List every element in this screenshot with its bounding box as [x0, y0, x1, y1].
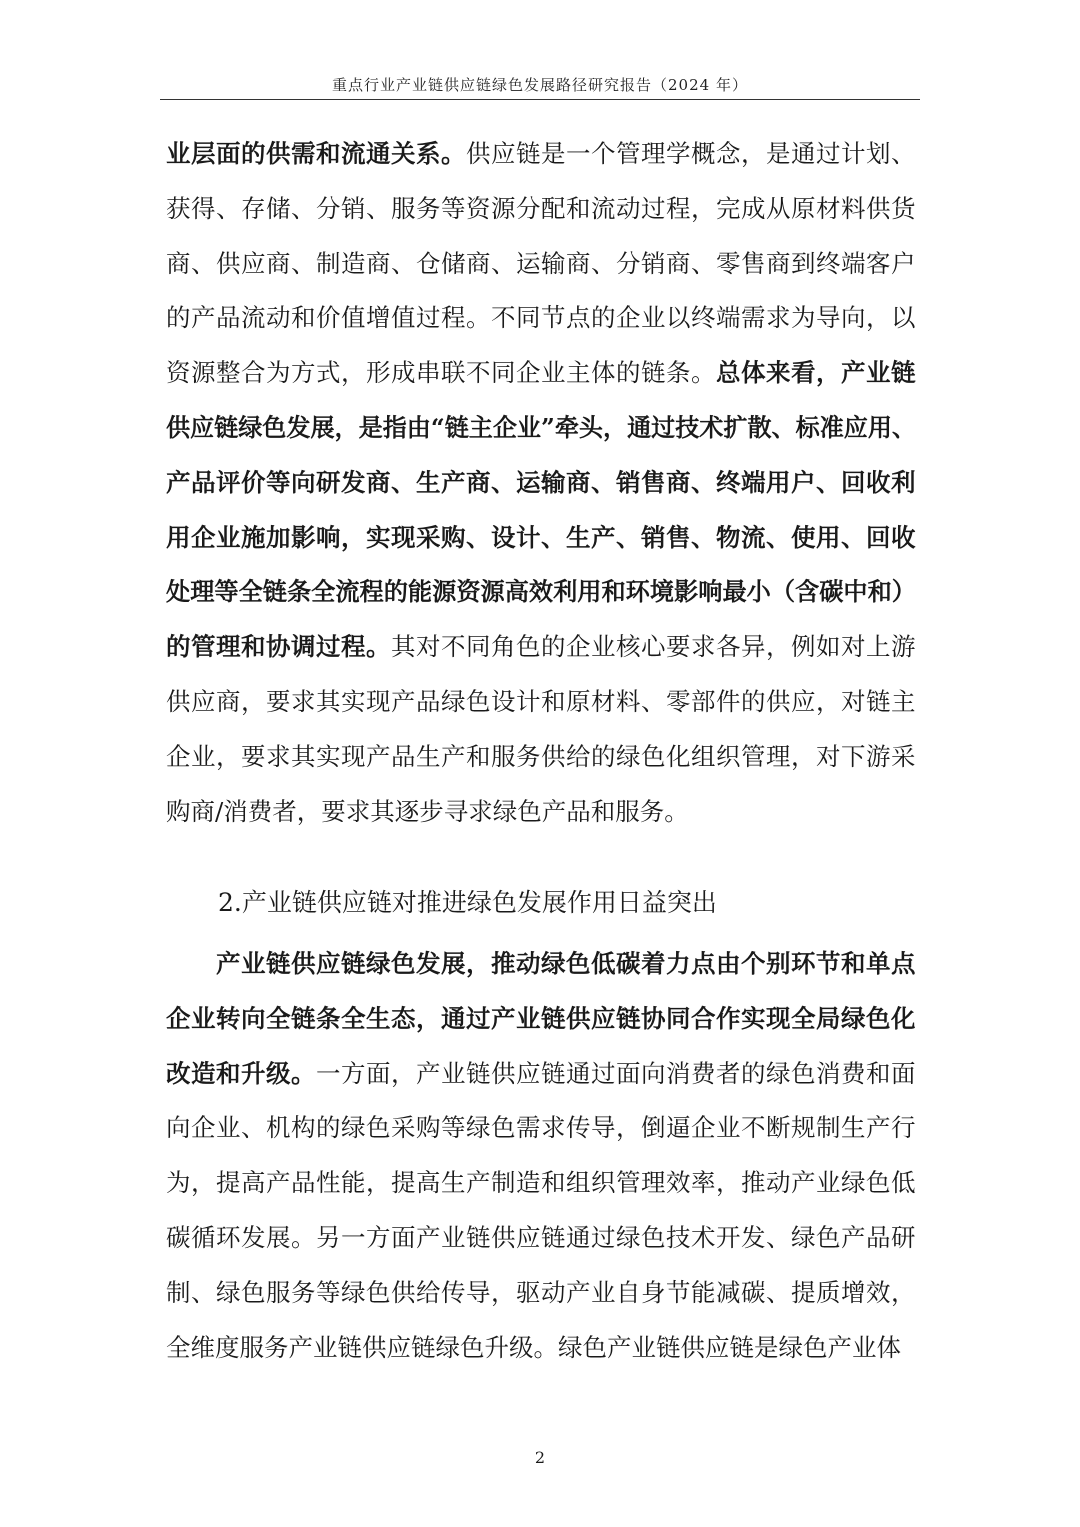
bold-text-run: 用企业施加影响，实现采购、设计、生产、销售、物流、使用、回收 — [166, 522, 916, 552]
section-heading: 2.产业链供应链对推进绿色发展作用日益突出 — [218, 888, 717, 917]
text-run: 制、绿色服务等绿色供给传导，驱动产业自身节能减碳、提质增效， — [166, 1277, 916, 1307]
bold-text-run: 业层面的供需和流通关系。 — [166, 139, 466, 168]
text-line — [166, 688, 916, 716]
text-line — [166, 414, 916, 442]
text-run: 向企业、机构的绿色采购等绿色需求传导，倒逼企业不断规制生产行 — [166, 1113, 916, 1143]
text-line — [166, 1334, 901, 1362]
text-run: 为，提高产品性能，提高生产制造和组织管理效率，推动产业绿色低 — [166, 1168, 916, 1198]
text-run: 其对不同角色的企业核心要求各异，例如对上游 — [391, 632, 916, 662]
text-line — [216, 950, 916, 978]
bold-text-run: 产业链供应链绿色发展，推动绿色低碳着力点由个别环节和单点 — [216, 949, 916, 978]
text-line — [166, 1005, 916, 1033]
text-line — [166, 469, 916, 497]
text-line — [166, 1279, 916, 1307]
bold-text-run: 供应链绿色发展，是指由“链主企业”牵头，通过技术扩散、标准应用、 — [166, 413, 916, 442]
text-line — [166, 1114, 916, 1142]
text-run: 碳循环发展。另一方面产业链供应链通过绿色技术开发、绿色产品研 — [166, 1223, 916, 1252]
text-run: 购商/消费者，要求其逐步寻求绿色产品和服务。 — [166, 796, 689, 826]
text-line — [166, 798, 689, 826]
text-run: 企业，要求其实现产品生产和服务供给的绿色化组织管理，对下游采 — [166, 741, 916, 771]
running-header: 重点行业产业链供应链绿色发展路径研究报告（2024 年） — [332, 76, 748, 94]
text-line — [166, 633, 916, 661]
text-run: 全维度服务产业链供应链绿色升级。绿色产业链供应链是绿色产业体 — [166, 1332, 901, 1362]
bold-text-run: 的管理和协调过程。 — [166, 632, 391, 662]
header-rule — [160, 99, 920, 100]
text-run: 供应商，要求其实现产品绿色设计和原材料、零部件的供应，对链主 — [166, 687, 916, 716]
text-run: 获得、存储、分销、服务等资源分配和流动过程，完成从原材料供货 — [166, 193, 916, 223]
bold-text-run: 产品评价等向研发商、生产商、运输商、销售商、终端用户、回收利 — [166, 467, 916, 497]
bold-text-run: 改造和升级。 — [166, 1058, 316, 1088]
text-line — [166, 524, 916, 552]
bold-text-run: 处理等全链条全流程的能源资源高效利用和环境影响最小（含碳中和） — [166, 577, 916, 607]
text-run: 供应链是一个管理学概念，是通过计划、 — [466, 139, 916, 168]
text-line — [166, 304, 916, 332]
text-line — [166, 359, 916, 387]
text-line — [166, 1169, 916, 1197]
text-line — [166, 195, 916, 223]
bold-text-run: 总体来看，产业链 — [716, 358, 916, 388]
text-line — [166, 140, 916, 168]
text-line — [166, 1060, 916, 1088]
text-line — [166, 1224, 916, 1252]
text-line — [166, 743, 916, 771]
text-run: 一方面，产业链供应链通过面向消费者的绿色消费和面 — [316, 1058, 916, 1088]
page-number: 2 — [534, 1448, 546, 1467]
text-run: 的产品流动和价值增值过程。不同节点的企业以终端需求为导向，以 — [166, 303, 916, 333]
text-line — [166, 250, 916, 278]
text-line — [166, 578, 916, 606]
text-run: 资源整合为方式，形成串联不同企业主体的链条。 — [166, 358, 716, 388]
text-run: 商、供应商、制造商、仓储商、运输商、分销商、零售商到终端客户 — [166, 248, 916, 278]
bold-text-run: 企业转向全链条全生态，通过产业链供应链协同合作实现全局绿色化 — [166, 1003, 916, 1033]
